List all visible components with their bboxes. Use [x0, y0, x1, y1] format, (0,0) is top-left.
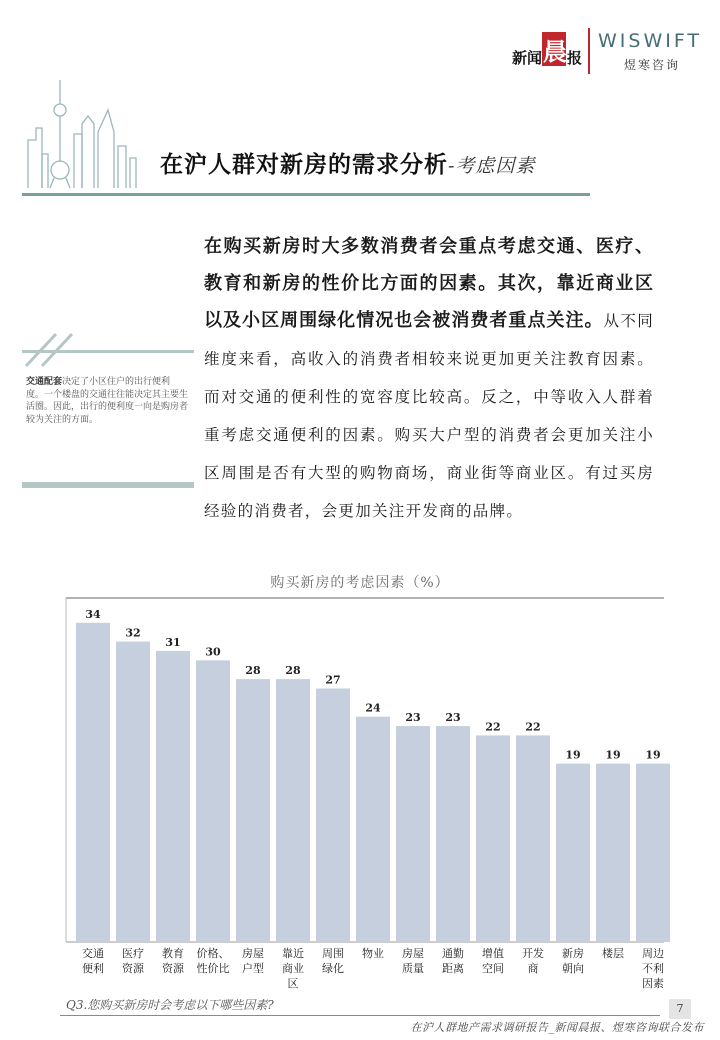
bar-9	[436, 726, 470, 942]
bar-value-12: 19	[565, 748, 581, 762]
category-label-11-0: 开发	[522, 947, 544, 960]
side-note	[26, 376, 188, 426]
page-title	[160, 146, 535, 179]
category-label-11-1: 商	[527, 962, 539, 975]
bar-value-10: 22	[485, 720, 501, 734]
bar-value-14: 19	[645, 748, 661, 762]
svg-text:新闻: 新闻	[512, 49, 543, 67]
side-note-text: 决定了小区住户的出行便利度。一个楼盘的交通往往能决定其主要生活圈。因此，出行的便利度一向是购房者较为关注的方面。	[26, 377, 189, 425]
category-label-12-1: 朝向	[562, 962, 584, 975]
category-label-13-0: 楼层	[602, 947, 624, 960]
bar-value-1: 32	[125, 626, 141, 640]
survey-question: Q3.您购买新房时会考虑以下哪些因素?	[66, 998, 274, 1012]
note-top-line	[22, 350, 194, 353]
bar-1	[116, 642, 150, 942]
category-label-3-0: 价格、	[196, 947, 230, 960]
svg-text:晨: 晨	[543, 37, 567, 66]
chart-title: 购买新房的考虑因素（%）	[270, 575, 450, 591]
bar-value-5: 28	[285, 664, 301, 678]
category-label-0-0: 交通	[82, 947, 104, 960]
category-label-9-1: 距离	[442, 962, 464, 975]
category-label-5-2: 区	[287, 977, 299, 990]
bar-value-7: 24	[365, 701, 381, 715]
bar-11	[516, 735, 550, 942]
logo-divider	[588, 28, 590, 74]
category-label-6-1: 绿化	[322, 962, 344, 975]
bar-value-13: 19	[605, 748, 621, 762]
bar-6	[316, 689, 350, 943]
bar-10	[476, 735, 510, 942]
paragraph-bold: 在购买新房时大多数消费者会重点考虑交通、医疗、教育和新房的性价比方面的因素。其次，靠近商业区以及小区周围绿化情况也会被消费者重点关注。	[204, 236, 654, 331]
bar-value-2: 31	[165, 635, 181, 649]
category-label-14-0: 周边	[642, 947, 664, 960]
bar-2	[156, 651, 190, 942]
category-label-2-0: 教育	[162, 947, 184, 960]
factor-bar-chart	[0, 590, 720, 990]
bar-4	[236, 679, 270, 942]
shanghai-skyline-icon	[22, 70, 172, 190]
bar-14	[636, 764, 670, 942]
bar-value-6: 27	[325, 673, 341, 687]
bar-7	[356, 717, 390, 942]
wiswift-logo-cn: 煜寒咨询	[624, 58, 681, 72]
bar-value-3: 30	[205, 645, 221, 659]
bar-value-0: 34	[85, 607, 101, 621]
category-label-4-0: 房屋	[242, 947, 264, 960]
category-label-5-1: 商业	[282, 962, 304, 975]
wiswift-logo-text: WISWIFT	[598, 30, 703, 52]
category-label-6-0: 周围	[322, 947, 344, 960]
bar-5	[276, 679, 310, 942]
bar-3	[196, 660, 230, 942]
category-label-1-1: 资源	[122, 962, 144, 975]
category-label-0-1: 便利	[82, 962, 104, 975]
category-label-7-0: 物业	[362, 947, 384, 960]
category-label-10-0: 增值	[482, 947, 504, 960]
footer-text: 在沪人群地产需求调研报告_新闻晨报、煜寒咨询联合发布	[410, 1021, 704, 1034]
category-label-3-1: 性价比	[196, 962, 230, 975]
title-rule	[22, 193, 590, 196]
category-label-4-1: 户型	[242, 962, 264, 975]
category-label-9-0: 通勤	[442, 947, 464, 960]
body-paragraph	[204, 228, 654, 530]
bar-value-11: 22	[525, 720, 541, 734]
category-label-1-0: 医疗	[122, 947, 144, 960]
bar-0	[76, 623, 110, 942]
category-label-8-0: 房屋	[402, 947, 424, 960]
category-label-14-2: 因素	[642, 977, 664, 990]
category-label-5-0: 靠近	[282, 947, 304, 960]
page-title-sub: -考虑因素	[448, 155, 536, 177]
category-label-8-1: 质量	[402, 962, 424, 975]
svg-text:报: 报	[567, 49, 583, 67]
bar-value-9: 23	[445, 711, 461, 725]
paragraph-normal: 从不同维度来看，高收入的消费者相较来说更加更关注教育因素。而对交通的便利性的宽容度比较高。反之，中等收入人群着重考虑交通便利的因素。购买大户型的消费者会更加关注小区周围是否有大型的购物商场，商业街等商业区。有过买房经验的消费者，会更加关注开发商的品牌。	[204, 312, 654, 520]
page-title-main: 在沪人群对新房的需求分析	[160, 151, 448, 178]
bar-13	[596, 764, 630, 942]
footer-rule	[60, 1015, 660, 1016]
note-bottom-bar	[22, 482, 194, 488]
page-number: 7	[669, 999, 691, 1019]
bar-value-4: 28	[245, 664, 261, 678]
bar-value-8: 23	[405, 711, 421, 725]
category-label-12-0: 新房	[562, 947, 584, 960]
bar-12	[556, 764, 590, 942]
category-label-14-1: 不利	[642, 962, 664, 975]
category-label-10-1: 空间	[482, 962, 504, 975]
bar-8	[396, 726, 430, 942]
xinwen-chenbao-logo	[512, 30, 584, 70]
side-note-key: 交通配套	[26, 377, 63, 387]
category-label-2-1: 资源	[162, 962, 184, 975]
